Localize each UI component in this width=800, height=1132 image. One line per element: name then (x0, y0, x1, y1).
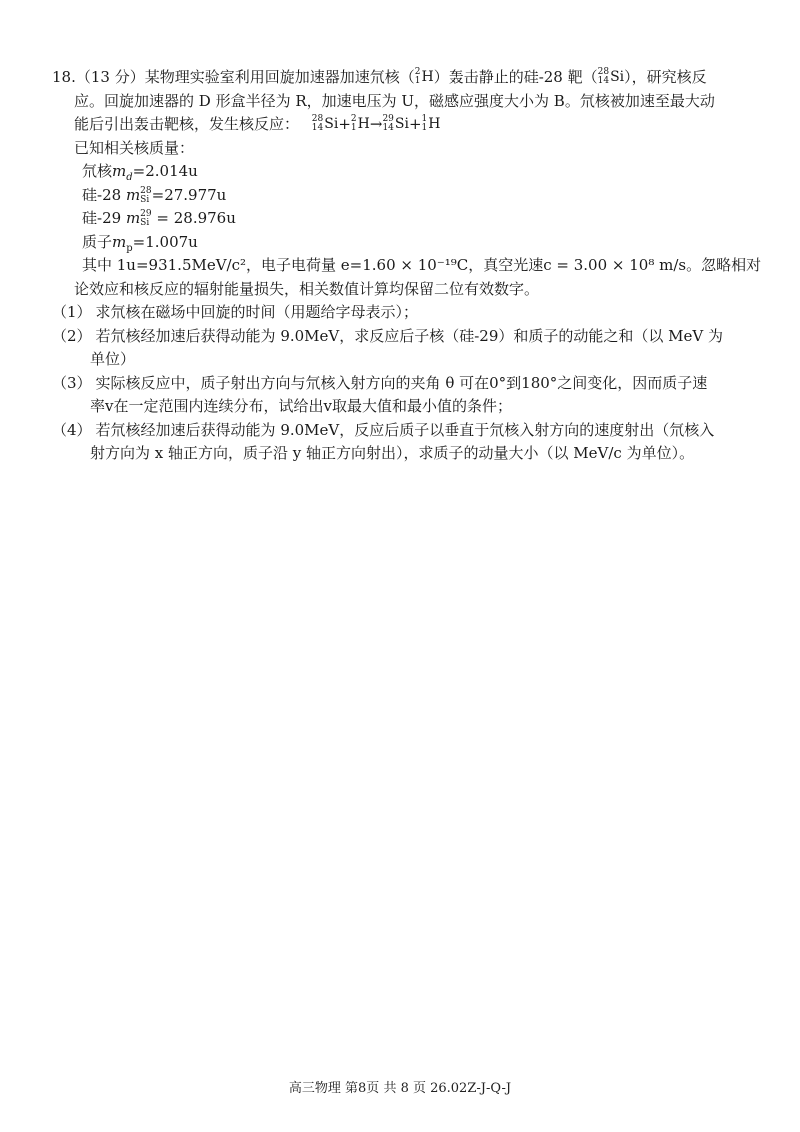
problem-18 (52, 66, 762, 466)
mass-deuteron: 氘核$m_d=2.014u$ (82, 162, 198, 183)
deuteron-symbol: 2 1 H (414, 67, 434, 87)
question-4: （4） 若氘核经加速后获得动能为 9.0MeV，反应后质子以垂直于氘核入射方向的速度射出（氘核入 (52, 420, 715, 439)
nuclear-reaction-equation: 28 14 Si+ 2 1 H→ 29 14 Si+ 1 1 H (311, 114, 441, 134)
question-1: （1） 求氘核在磁场中回旋的时间（用题给字母表示）； (52, 303, 419, 321)
mass-si29: 硅-29 m 29 Si = 28.976u (82, 209, 236, 228)
intro-text: ），研究核反 (624, 68, 707, 86)
question-number: （2） (52, 326, 92, 345)
problem-number: 18. (52, 68, 76, 86)
page-footer: 高三物理 第8页 共 8 页 26.02Z-J-Q-J (288, 1081, 512, 1096)
problem-intro-line-2: 应。回旋加速器的 D 形盒半径为 R，加速电压为 U，磁感应强度大小为 B。氘核被加速至最大动 (74, 91, 715, 110)
intro-text: 某物理实验室利用回旋加速器加速氘核（ (144, 68, 415, 86)
question-3: （3） 实际核反应中，质子射出方向与氘核入射方向的夹角 θ 可在0°到180°之间变化，因而质子速 (52, 373, 708, 392)
known-masses-label: 已知相关核质量： (74, 138, 195, 157)
problem-intro-line-3 (52, 113, 752, 137)
intro-text: 能后引出轰击靶核，发生核反应： (74, 115, 300, 133)
question-4-cont: 射方向为 x 轴正方向，质子沿 y 轴正方向射出），求质子的动量大小（以 MeV/c 为单位）。 (90, 444, 695, 462)
si28-symbol: 28 14 Si (597, 67, 625, 87)
question-3-cont: 率v在一定范围内连续分布，试给出v取最大值和最小值的条件； (90, 397, 512, 415)
problem-score: （13 分） (75, 68, 145, 86)
mass-si28: 硅-28 m 28 Si =27.977u (82, 185, 227, 205)
intro-text: ）轰击静止的硅-28 靶（ (433, 68, 598, 86)
mass-proton: 质子$m_p=1.007u$ (82, 232, 198, 254)
constants-line-1: 其中 1u=931.5MeV/c²，电子电荷量 e=1.60 × 10⁻¹⁹C，真空光速c = 3.00 × 10⁸ m/s。忽略相对 (82, 256, 762, 274)
question-number: （4） (52, 420, 92, 439)
question-2-cont: 单位） (90, 350, 136, 368)
constants-line-2: 论效应和核反应的辐射能量损失，相关数值计算均保留二位有效数字。 (74, 279, 540, 298)
problem-intro-line-1 (52, 66, 752, 90)
question-number: （3） (52, 373, 92, 392)
question-number: （1） (52, 303, 92, 321)
question-2: （2） 若氘核经加速后获得动能为 9.0MeV，求反应后子核（硅-29）和质子的动能之和（以 MeV 为 (52, 326, 724, 345)
